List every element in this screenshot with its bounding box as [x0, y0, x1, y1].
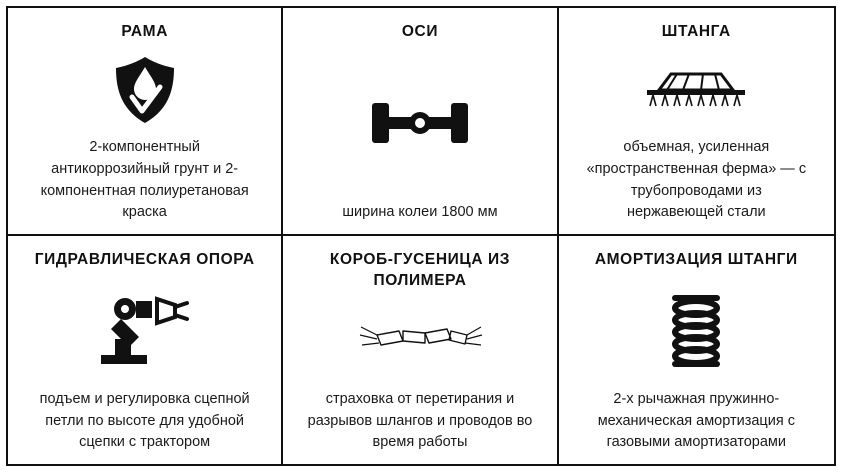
paint-drop-shield-icon [22, 43, 267, 137]
feature-title: ОСИ [401, 23, 439, 40]
feature-description: объемная, усиленная «пространственная ферма» — с трубопроводами из нержавеющей стали [586, 139, 807, 221]
feature-title: КОРОБ-ГУСЕНИЦА ИЗ ПОЛИМЕРА [329, 251, 511, 289]
cable-chain-icon [297, 292, 542, 389]
hydraulic-support-arm-icon [22, 271, 267, 389]
feature-cell-hydraulic-support [8, 236, 283, 464]
feature-grid [6, 6, 836, 466]
feature-cell-frame [8, 8, 283, 236]
axle-icon [297, 43, 542, 202]
feature-cell-axles [283, 8, 558, 236]
feature-description: 2-компонентный антикоррозийный грунт и 2-компонентная полиуретановая краска [40, 139, 249, 221]
coil-spring-icon [573, 271, 820, 389]
feature-cell-boom [559, 8, 834, 236]
spray-boom-icon [573, 43, 820, 137]
feature-title: ШТАНГА [661, 23, 731, 40]
feature-description: страховка от перетирания и разрывов шлангов и проводов во время работы [307, 390, 533, 451]
feature-cell-cable-chain [283, 236, 558, 464]
feature-title: РАМА [121, 23, 168, 40]
feature-description: ширина колеи 1800 мм [342, 204, 498, 221]
feature-description: 2-х рычажная пружинно-механическая амортизация с газовыми амортизаторами [597, 390, 795, 451]
feature-title: ГИДРАВЛИЧЕСКАЯ ОПОРА [34, 251, 255, 268]
feature-description: подъем и регулировка сцепной петли по высоте для удобной сцепки с трактором [39, 390, 250, 451]
feature-title: АМОРТИЗАЦИЯ ШТАНГИ [594, 251, 798, 268]
feature-cell-boom-suspension [559, 236, 834, 464]
